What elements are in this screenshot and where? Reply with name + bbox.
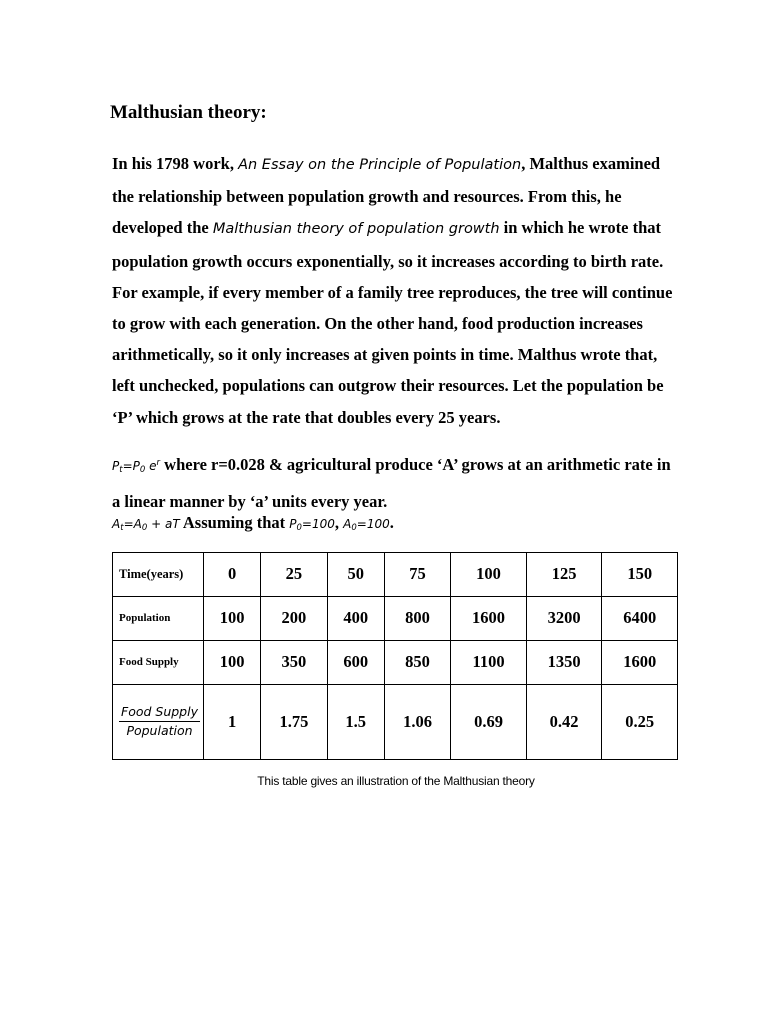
table-cell: 0: [204, 553, 261, 597]
table-cell: 3200: [526, 596, 602, 640]
assumption-line: [112, 510, 394, 541]
formula-paragraph: [112, 447, 692, 518]
table-row-population: [113, 596, 678, 640]
formula-symbol: A: [133, 517, 142, 531]
row-header-time: Time(years): [113, 553, 204, 597]
table-cell: 1.5: [327, 684, 384, 759]
paragraph-line-7: arithmetically, so it only increases at given points in time. Malthus wrote that,: [112, 345, 658, 365]
table-cell: 1.75: [261, 684, 327, 759]
table-cell: 100: [204, 596, 261, 640]
formula-subscript: 0: [139, 465, 146, 475]
row-header-food: Food Supply: [113, 640, 204, 684]
formula-symbol: A: [343, 517, 352, 531]
table-cell: 1100: [451, 640, 527, 684]
table-cell: 125: [526, 553, 602, 597]
formula-subscript: 0: [141, 523, 148, 533]
formula-symbol: aT: [164, 517, 180, 531]
fraction-numerator: Food Supply: [119, 704, 200, 722]
formula-symbol: A: [112, 517, 121, 531]
initial-population: [289, 517, 335, 531]
paragraph-text: in which he wrote that: [499, 218, 662, 238]
table-cell: 25: [261, 553, 327, 597]
formula-symbol: P: [289, 517, 297, 531]
paragraph-line-2: the relationship between population growth and resources. From this, he: [112, 187, 622, 207]
ratio-fraction: [119, 704, 200, 739]
table-cell: 800: [384, 596, 450, 640]
formula-symbol: P: [112, 459, 120, 473]
paragraph-text: , Malthus examined: [521, 154, 661, 173]
book-title: An Essay on the Principle of Population: [238, 157, 522, 173]
table-cell: 0.69: [451, 684, 527, 759]
period: .: [389, 513, 394, 532]
intro-paragraph: [112, 148, 692, 433]
table-cell: 1600: [602, 640, 678, 684]
assumption-text: Assuming that: [179, 513, 290, 532]
formula-subscript: t: [120, 523, 124, 533]
table-cell: 100: [204, 640, 261, 684]
paragraph-line-5: For example, if every member of a family tree reproduces, the tree will continue: [112, 282, 673, 302]
table-cell: 1350: [526, 640, 602, 684]
row-header-ratio: [113, 684, 204, 759]
table-cell: 0.25: [602, 684, 678, 759]
table-caption: This table gives an illustration of the Malthusian theory: [257, 774, 535, 788]
formula-operator: =: [123, 517, 134, 531]
malthus-table: [112, 552, 678, 760]
formula-subscript: t: [119, 465, 123, 475]
paragraph-line-9: ‘P’ which grows at the rate that doubles every 25 years.: [112, 407, 501, 427]
formula-subscript: 0: [351, 523, 357, 533]
table-cell: 6400: [602, 596, 678, 640]
paragraph-line-6: to grow with each generation. On the other hand, food production increases: [112, 314, 643, 334]
formula-line-2: a linear manner by ‘a’ units every year.: [112, 492, 388, 511]
separator: ,: [334, 513, 344, 532]
population-formula: [112, 459, 160, 473]
paragraph-text: In his 1798 work,: [112, 154, 239, 173]
fraction-denominator: Population: [126, 723, 193, 739]
food-formula: [112, 517, 180, 531]
formula-operator: +: [151, 517, 162, 531]
table-cell: 100: [451, 553, 527, 597]
table-cell: 1600: [451, 596, 527, 640]
table-cell: 75: [384, 553, 450, 597]
formula-subscript: 0: [296, 523, 302, 533]
table-cell: 350: [261, 640, 327, 684]
table-row-ratio: [113, 684, 678, 759]
page-heading: Malthusian theory:: [110, 102, 267, 123]
paragraph-text: developed the: [112, 218, 213, 238]
table-cell: 50: [327, 553, 384, 597]
table-cell: 600: [327, 640, 384, 684]
formula-line-1: [112, 447, 692, 486]
table-cell: 200: [261, 596, 327, 640]
table-cell: 850: [384, 640, 450, 684]
table-row-time: [113, 553, 678, 597]
formula-value: =100: [301, 517, 335, 531]
formula-text: where r=0.028 & agricultural produce ‘A’ grows at an arithmetic rate in: [160, 455, 671, 474]
formula-operator: =: [122, 459, 133, 473]
table-cell: 1.06: [384, 684, 450, 759]
formula-value: =100: [356, 517, 390, 531]
paragraph-line-4: population growth occurs exponentially, so it increases according to birth rate.: [112, 251, 664, 271]
theory-name: Malthusian theory of population growth: [212, 221, 500, 238]
paragraph-line-1: [112, 148, 692, 181]
formula-symbol: P: [132, 459, 140, 473]
table-cell: 1: [204, 684, 261, 759]
table-row-food: [113, 640, 678, 684]
initial-food: [343, 517, 390, 531]
paragraph-line-8: left unchecked, populations can outgrow their resources. Let the population be: [112, 376, 664, 396]
table-cell: 150: [602, 553, 678, 597]
table-cell: 0.42: [526, 684, 602, 759]
table-cell: 400: [327, 596, 384, 640]
row-header-population: Population: [113, 596, 204, 640]
paragraph-line-3: [112, 212, 692, 245]
formula-superscript: r: [156, 458, 161, 468]
formula-symbol: e: [149, 459, 157, 473]
